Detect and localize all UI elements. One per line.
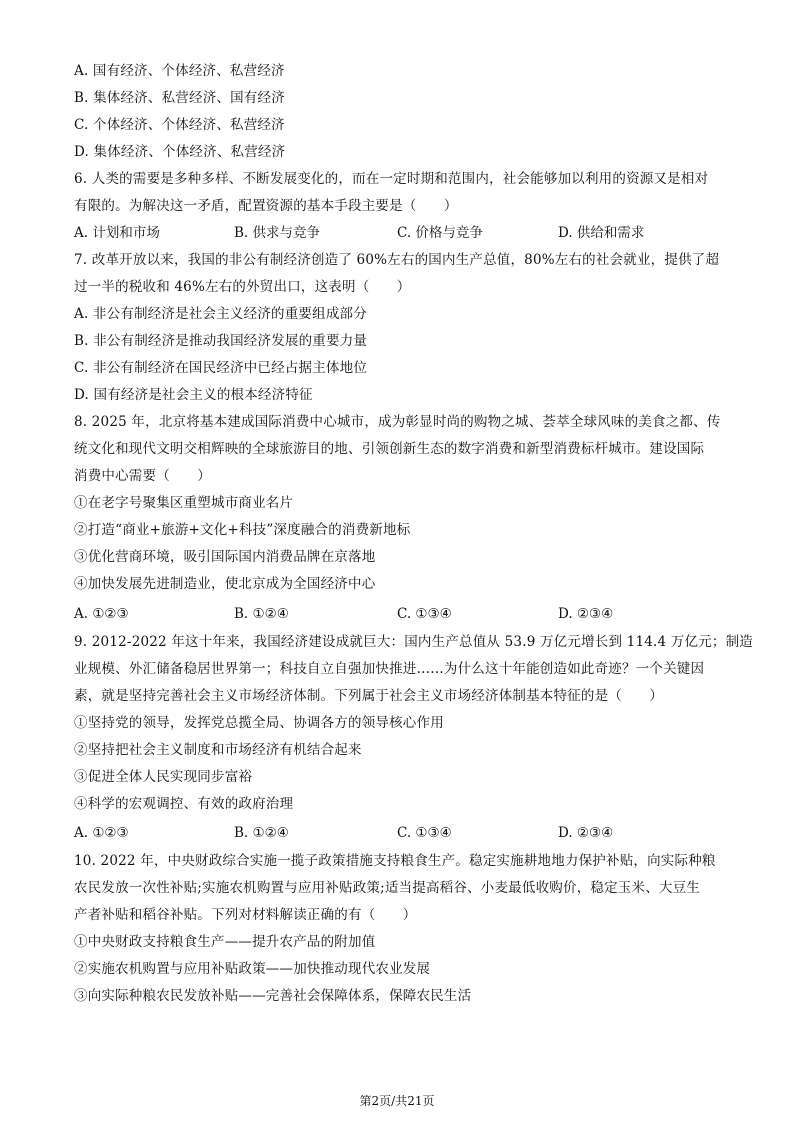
q10-item-2: ②实施农机购置与应用补贴政策——加快推动现代农业发展: [74, 961, 431, 977]
q9-stem-line-3: 素，就是坚持完善社会主义市场经济体制。下列属于社会主义市场经济体制基本特征的是（ ）: [74, 688, 664, 704]
q10-stem-line-3: 产者补贴和稻谷补贴。下列对材料解读正确的有（ ）: [74, 907, 417, 923]
q6-option-d: D. 供给和需求: [558, 225, 645, 241]
q10-stem-line-2: 农民发放一次性补贴;实施农机购置与应用补贴政策;适当提高稻谷、小麦最低收购价，稳定玉米、大豆生: [74, 880, 700, 896]
q5-option-b: B. 集体经济、私营经济、国有经济: [74, 90, 285, 106]
q6-option-a: A. 计划和市场: [74, 225, 160, 241]
q6-option-b: B. 供求与竞争: [234, 225, 321, 241]
q8-option-d: D. ②③④: [558, 606, 614, 622]
q7-option-c: C. 非公有制经济在国民经济中已经占据主体地位: [74, 360, 368, 376]
q5-option-d: D. 集体经济、个体经济、私营经济: [74, 144, 286, 160]
q9-item-2: ②坚持把社会主义制度和市场经济有机结合起来: [74, 742, 362, 758]
q8-option-b: B. ①②④: [234, 606, 289, 622]
q10-item-3: ③向实际种粮农民发放补贴——完善社会保障体系，保障农民生活: [74, 988, 472, 1004]
q9-option-c: C. ①③④: [397, 825, 452, 841]
q10-item-1: ①中央财政支持粮食生产——提升农产品的附加值: [74, 934, 376, 950]
q8-stem-line-1: 8. 2025 年，北京将基本建成国际消费中心城市，成为彰显时尚的购物之城、荟萃全球风味的美食之都、传: [74, 414, 721, 430]
q5-option-a: A. 国有经济、个体经济、私营经济: [74, 63, 285, 79]
q6-stem-line-1: 6. 人类的需要是多种多样、不断发展变化的，而在一定时期和范围内，社会能够加以利用的资源又是相对: [74, 171, 709, 187]
q7-option-b: B. 非公有制经济是推动我国经济发展的重要力量: [74, 333, 368, 349]
q8-item-4: ④加快发展先进制造业，使北京成为全国经济中心: [74, 576, 376, 592]
q10-stem-line-1: 10. 2022 年，中央财政综合实施一揽子政策措施支持粮食生产。稳定实施耕地地力保护补贴，向实际种粮: [74, 853, 716, 869]
q9-stem-line-1: 9. 2012-2022 年这十年来，我国经济建设成就巨大：国内生产总值从 53.9 万亿元增长到 114.4 万亿元；制造: [74, 634, 754, 650]
q8-item-3: ③优化营商环境，吸引国际国内消费品牌在京落地: [74, 549, 376, 565]
q9-stem-line-2: 业规模、外汇储备稳居世界第一；科技自立自强加快推进……为什么这十年能创造如此奇迹？一个关键因: [74, 661, 705, 677]
q6-option-c: C. 价格与竞争: [397, 225, 483, 241]
q8-option-c: C. ①③④: [397, 606, 452, 622]
q7-stem-line-2: 过一半的税收和 46%左右的外贸出口，这表明（ ）: [74, 279, 411, 295]
q8-stem-line-2: 统文化和现代文明交相辉映的全球旅游目的地、引领创新生态的数字消费和新型消费标杆城市。建设国际: [74, 441, 705, 457]
q9-item-1: ①坚持党的领导，发挥党总揽全局、协调各方的领导核心作用: [74, 715, 444, 731]
page-number-footer: 第2页/共21页: [359, 1094, 435, 1108]
q5-option-c: C. 个体经济、个体经济、私营经济: [74, 117, 285, 133]
q8-option-a: A. ①②③: [74, 606, 129, 622]
q7-stem-line-1: 7. 改革开放以来，我国的非公有制经济创造了 60%左右的国内生产总值，80%左右的社会就业，提供了超: [74, 252, 720, 268]
q9-option-b: B. ①②④: [234, 825, 289, 841]
q9-option-a: A. ①②③: [74, 825, 129, 841]
q9-option-d: D. ②③④: [558, 825, 614, 841]
q7-option-d: D. 国有经济是社会主义的根本经济特征: [74, 387, 313, 403]
q9-item-3: ③促进全体人民实现同步富裕: [74, 769, 253, 785]
q8-item-2: ②打造“商业+旅游+文化+科技”深度融合的消费新地标: [74, 522, 411, 538]
q9-item-4: ④科学的宏观调控、有效的政府治理: [74, 796, 294, 812]
q7-option-a: A. 非公有制经济是社会主义经济的重要组成部分: [74, 306, 367, 322]
q8-item-1: ①在老字号聚集区重塑城市商业名片: [74, 495, 294, 511]
q8-stem-line-3: 消费中心需要（ ）: [74, 468, 211, 484]
q6-stem-line-2: 有限的。为解决这一矛盾，配置资源的基本手段主要是（ ）: [74, 198, 458, 214]
